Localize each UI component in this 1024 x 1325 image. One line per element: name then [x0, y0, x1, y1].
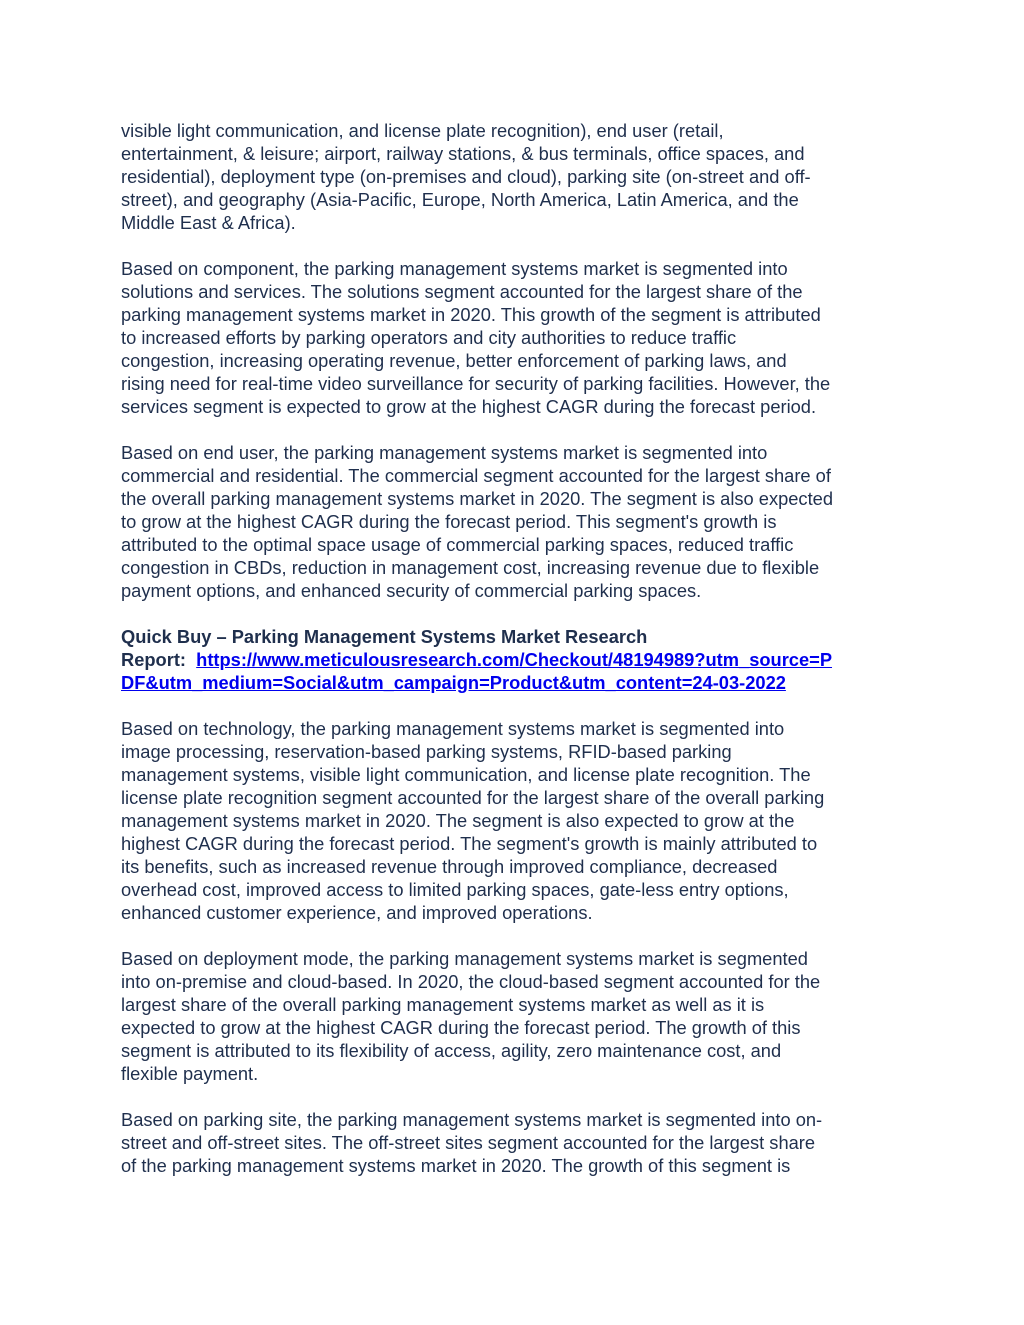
text-line: Based on deployment mode, the parking management systems market is segmented [121, 948, 808, 969]
text-line: entertainment, & leisure; airport, railway stations, & bus terminals, office spaces, and [121, 143, 805, 164]
text-line: to grow at the highest CAGR during the forecast period. This segment's growth is [121, 511, 777, 532]
text-line: street), and geography (Asia-Pacific, Europe, North America, Latin America, and the [121, 189, 799, 210]
paragraph-deployment [121, 947, 921, 1085]
text-line: commercial and residential. The commercial segment accounted for the largest share of [121, 465, 831, 486]
text-line: visible light communication, and license plate recognition), end user (retail, [121, 120, 724, 141]
quick-buy-section [121, 625, 921, 694]
text-line: into on-premise and cloud-based. In 2020, the cloud-based segment accounted for the [121, 971, 821, 992]
report-label: Report: [121, 649, 192, 670]
text-line: flexible payment. [121, 1063, 259, 1084]
paragraph-gap [121, 602, 921, 625]
text-line: to increased efforts by parking operators and city authorities to reduce traffic [121, 327, 737, 348]
text-line: residential), deployment type (on-premises and cloud), parking site (on-street and off- [121, 166, 811, 187]
text-line: management systems market in 2020. The segment is also expected to grow at the [121, 810, 795, 831]
paragraph-gap [121, 418, 921, 441]
quick-buy-title: Quick Buy – Parking Management Systems Market Research [121, 626, 648, 647]
text-line: attributed to the optimal space usage of commercial parking spaces, reduced traffic [121, 534, 794, 555]
text-line: parking management systems market in 2020. This growth of the segment is attributed [121, 304, 821, 325]
text-line: services segment is expected to grow at the highest CAGR during the forecast period. [121, 396, 817, 417]
paragraph-gap [121, 1085, 921, 1108]
text-line: segment is attributed to its flexibility of access, agility, zero maintenance cost, and [121, 1040, 782, 1061]
text-line: its benefits, such as increased revenue through improved compliance, decreased [121, 856, 778, 877]
text-line: Based on component, the parking management systems market is segmented into [121, 258, 788, 279]
text-line: enhanced customer experience, and improved operations. [121, 902, 593, 923]
text-line: street and off-street sites. The off-street sites segment accounted for the largest share [121, 1132, 816, 1153]
text-line: the overall parking management systems market in 2020. The segment is also expected [121, 488, 833, 509]
paragraph-gap [121, 694, 921, 717]
text-line: of the parking management systems market in 2020. The growth of this segment is [121, 1155, 791, 1176]
text-line: congestion in CBDs, reduction in management cost, increasing revenue due to flexible [121, 557, 820, 578]
text-line: license plate recognition segment accounted for the largest share of the overall parking [121, 787, 825, 808]
text-line: overhead cost, improved access to limited parking spaces, gate-less entry options, [121, 879, 789, 900]
paragraph-end-user [121, 441, 921, 602]
text-line: solutions and services. The solutions segment accounted for the largest share of the [121, 281, 803, 302]
text-line: image processing, reservation-based parking systems, RFID-based parking [121, 741, 732, 762]
paragraph-parking-site [121, 1108, 921, 1177]
quick-buy-link-continuation [121, 671, 921, 694]
text-line: expected to grow at the highest CAGR during the forecast period. The growth of this [121, 1017, 801, 1038]
text-line: congestion, increasing operating revenue, better enforcement of parking laws, and [121, 350, 787, 371]
paragraph-technology [121, 717, 921, 924]
text-line: largest share of the overall parking management systems market as well as it is [121, 994, 765, 1015]
paragraph-component [121, 257, 921, 418]
checkout-link[interactable]: https://www.meticulousresearch.com/Checkout/48194989?utm_source=P [196, 649, 833, 670]
text-line: Based on end user, the parking management systems market is segmented into [121, 442, 768, 463]
quick-buy-report-line [121, 648, 921, 671]
text-line: Middle East & Africa). [121, 212, 296, 233]
text-line: highest CAGR during the forecast period. The segment's growth is mainly attributed to [121, 833, 818, 854]
text-line: rising need for real-time video surveillance for security of parking facilities. However, the [121, 373, 831, 394]
document-page [121, 119, 921, 1177]
text-line: payment options, and enhanced security of commercial parking spaces. [121, 580, 702, 601]
checkout-link-continued[interactable]: DF&utm_medium=Social&utm_campaign=Product&utm_content=24-03-2022 [121, 672, 786, 693]
text-line: management systems, visible light communication, and license plate recognition. The [121, 764, 811, 785]
paragraph-gap [121, 234, 921, 257]
paragraph-gap [121, 924, 921, 947]
text-line: Based on parking site, the parking management systems market is segmented into on- [121, 1109, 823, 1130]
paragraph-segmentation-summary [121, 119, 921, 234]
text-line: Based on technology, the parking management systems market is segmented into [121, 718, 785, 739]
